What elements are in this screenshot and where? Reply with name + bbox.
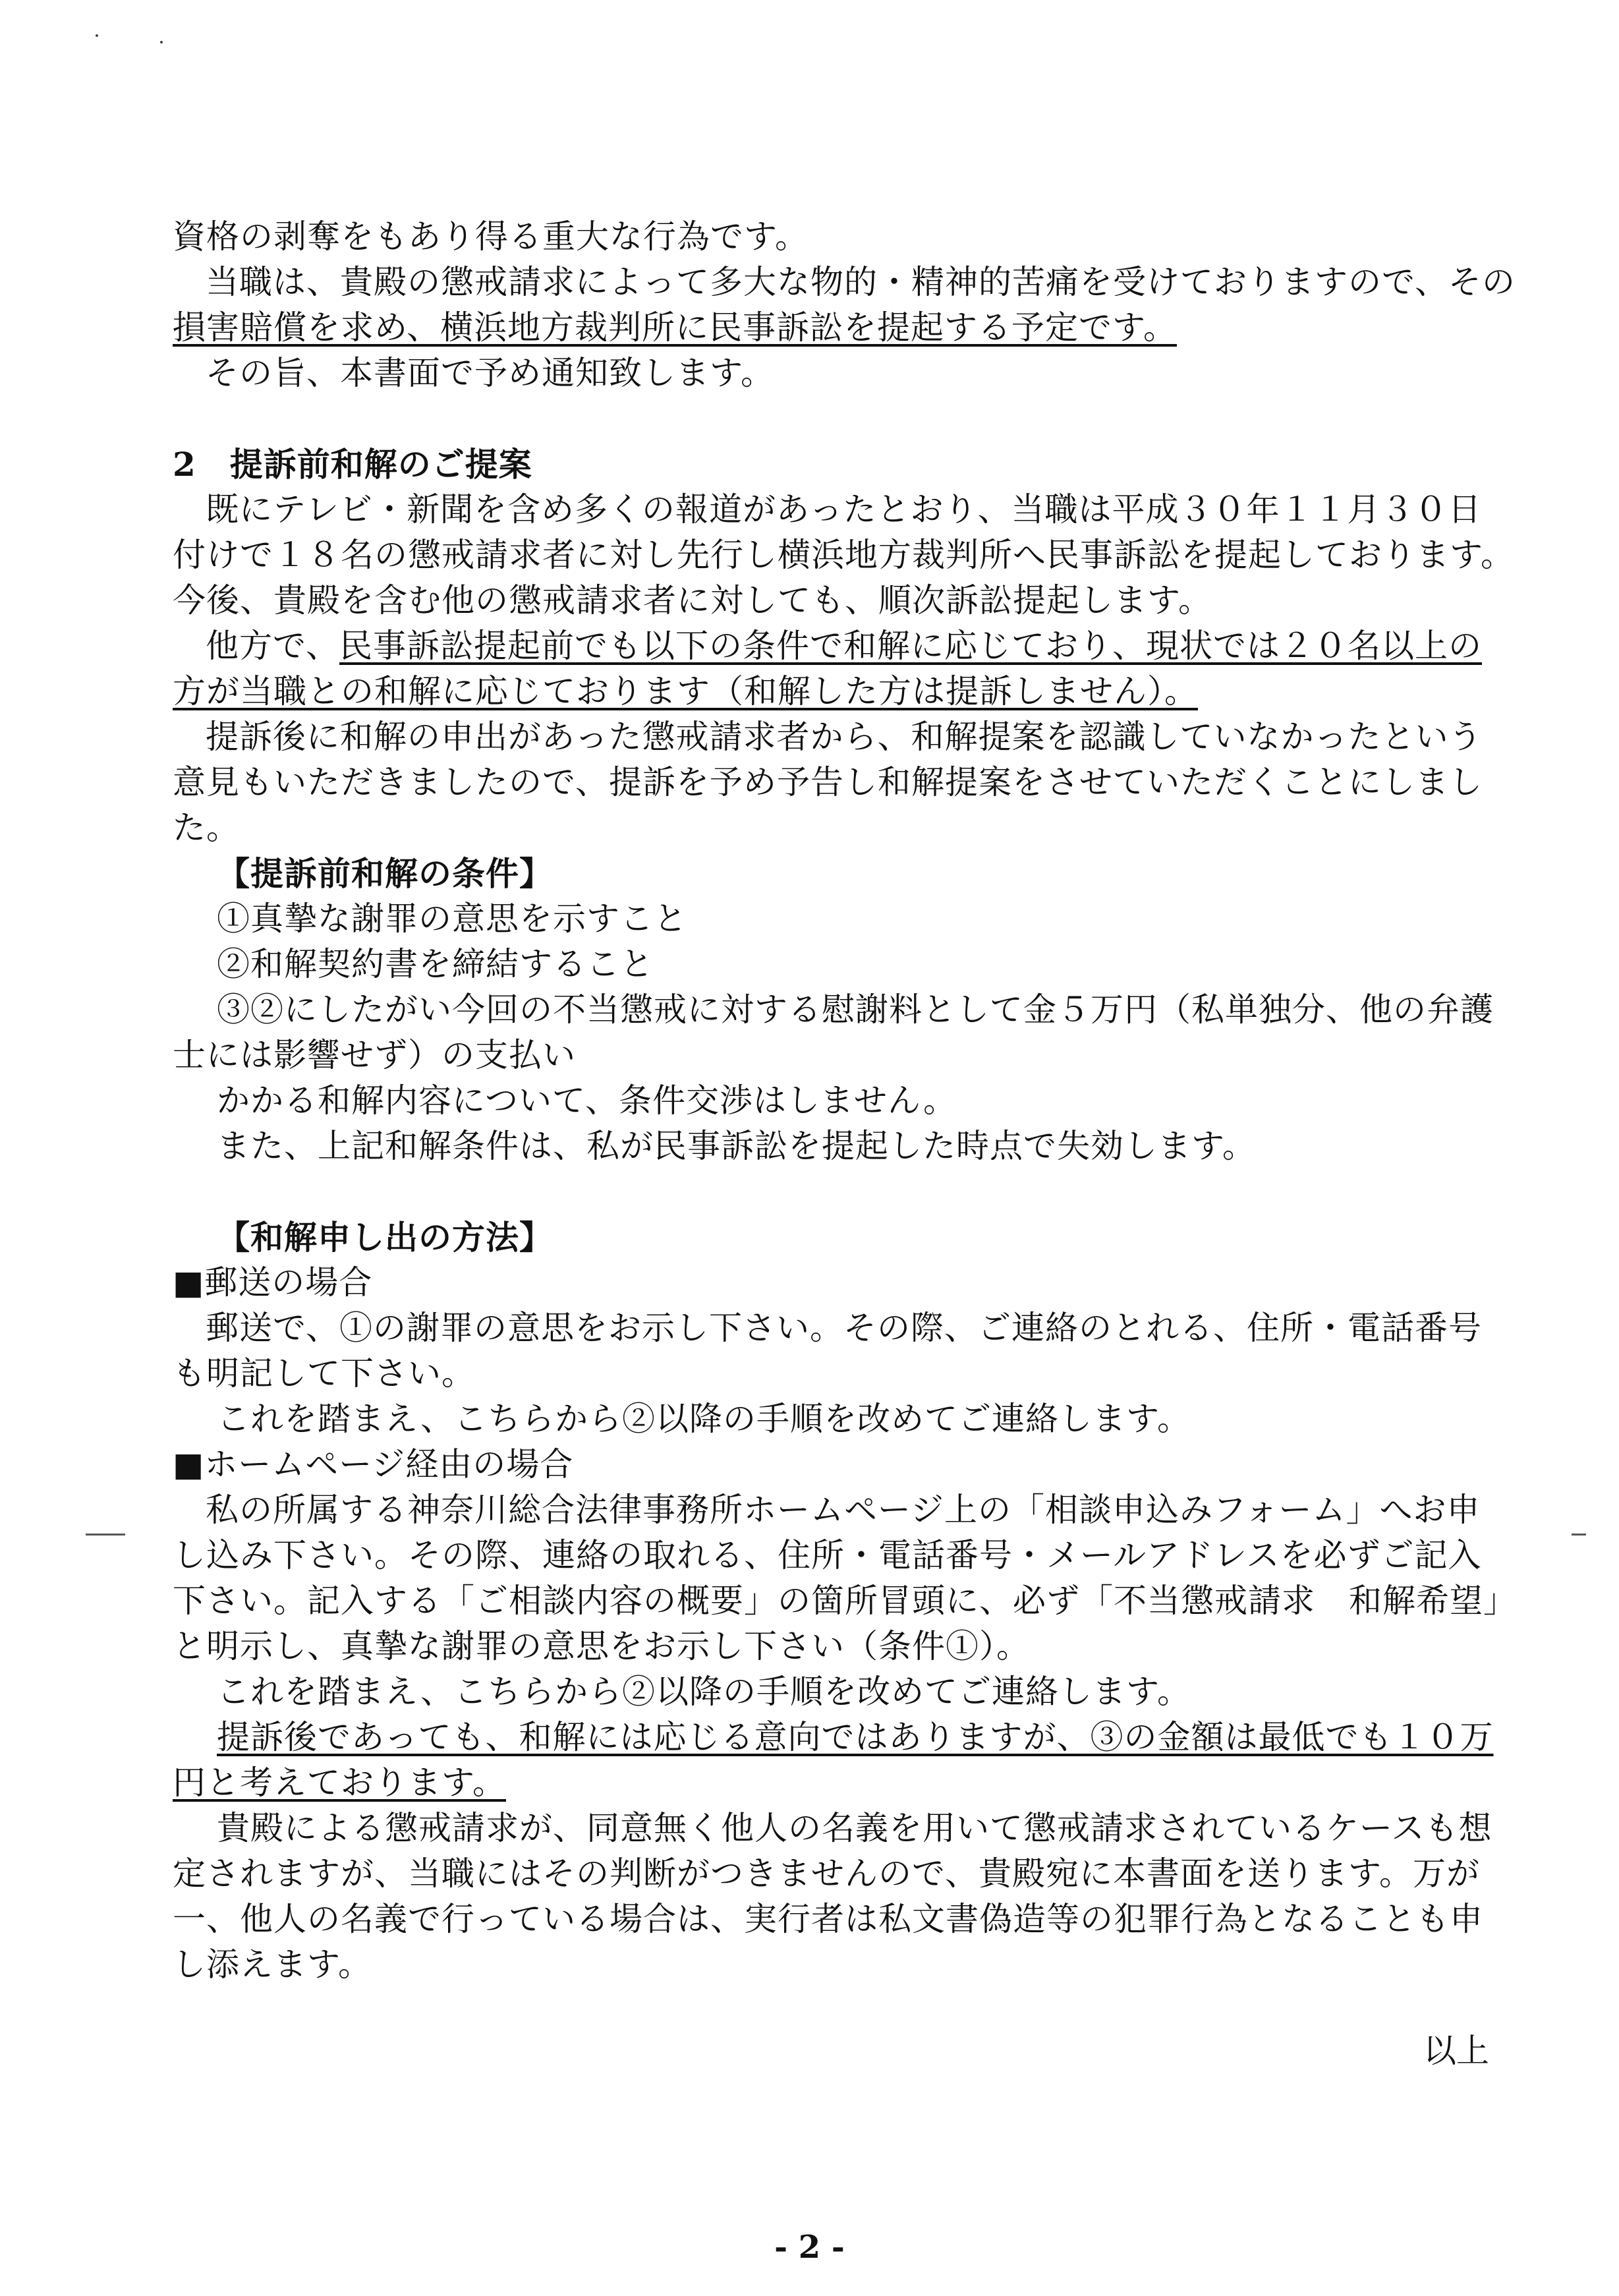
body-line: 当職は、貴殿の懲戒請求によって多大な物的・精神的苦痛を受けておりますので、その	[206, 263, 1516, 301]
body-line: 既にテレビ・新聞を含め多くの報道があったとおり、当職は平成３０年１１月３０日	[206, 490, 1482, 529]
body-line: 意見もいただきましたので、提訴を予め予告し和解提案をさせていただくことにしまし	[173, 763, 1483, 801]
body-line: 一、他人の名義で行っている場合は、実行者は私文書偽造等の犯罪行為となることも申	[173, 1900, 1483, 1938]
page-number: - 2 -	[774, 2229, 845, 2266]
blank-line	[173, 1169, 1497, 1215]
body-line: も明記して下さい。	[173, 1354, 475, 1392]
underlined-text: 提訴後であっても、和解には応じる意向ではありますが、③の金額は最低でも１０万	[217, 1718, 1494, 1756]
blank-line	[173, 396, 1497, 442]
underlined-text: 損害賠償を求め、横浜地方裁判所に民事訴訟を提起する予定です。	[173, 308, 1177, 347]
body-line: し込み下さい。その際、連絡の取れる、住所・電話番号・メールアドレスを必ずご記入	[173, 1536, 1482, 1574]
scan-mark-right	[1572, 1534, 1586, 1535]
body-line: その旨、本書面で予め通知致します。	[206, 354, 774, 392]
conditions-heading: 【提訴前和解の条件】	[217, 854, 553, 893]
body-line	[173, 1760, 1497, 1806]
condition-item: ③②にしたがい今回の不当懲戒に対する慰謝料として金５万円（私単独分、他の弁護	[217, 990, 1494, 1029]
scan-mark-left	[86, 1534, 125, 1535]
body-line: 郵送で、①の謝罪の意思をお示し下さい。その際、ご連絡のとれる、住所・電話番号	[206, 1309, 1482, 1347]
body-line	[173, 305, 1497, 351]
body-line: これを踏まえ、こちらから②以降の手順を改めてご連絡します。	[217, 1400, 1191, 1438]
underlined-text: 円と考えております。	[173, 1764, 506, 1802]
scan-speck	[160, 41, 163, 43]
body-line: 定されますが、当職にはその判断がつきませんので、貴殿宛に本書面を送ります。万が	[173, 1854, 1480, 1893]
underlined-text: 民事訴訟提起前でも以下の条件で和解に応じており、現状では２０名以上の	[339, 627, 1482, 665]
body-line: と明示し、真摯な謝罪の意思をお示し下さい（条件①）。	[173, 1627, 1030, 1665]
body-line: 貴殿による懲戒請求が、同意無く他人の名義を用いて懲戒請求されているケースも想	[217, 1809, 1492, 1847]
body-line: また、上記和解条件は、私が民事訴訟を提起した時点で失効します。	[217, 1127, 1256, 1165]
method-heading: 【和解申し出の方法】	[217, 1218, 553, 1257]
subheading-mail: ■郵送の場合	[173, 1263, 373, 1302]
body-line: 今後、貴殿を含む他の懲戒請求者に対しても、順次訴訟提起します。	[173, 581, 1212, 619]
subheading-homepage: ■ホームページ経由の場合	[173, 1445, 574, 1483]
body-line: し添えます。	[173, 1945, 372, 1984]
body-line: 資格の剥奪をもあり得る重大な行為です。	[173, 217, 809, 256]
condition-item: ②和解契約書を締結すること	[217, 945, 654, 983]
document-body	[173, 214, 1517, 1988]
body-line: 付けで１８名の懲戒請求者に対し先行し横浜地方裁判所へ民事訴訟を提起しております。	[173, 536, 1514, 574]
body-line: これを踏まえ、こちらから②以降の手順を改めてご連絡します。	[217, 1673, 1191, 1711]
body-line: 提訴後に和解の申出があった懲戒請求者から、和解提案を認識していなかったという	[206, 718, 1483, 756]
section-heading: 2 提訴前和解のご提案	[173, 445, 532, 484]
closing-text: 以上	[1423, 2032, 1489, 2070]
body-line	[173, 623, 1497, 669]
body-line: 下さい。記入する「ご相談内容の概要」の箇所冒頭に、必ず「不当懲戒請求 和解希望」	[173, 1582, 1517, 1620]
condition-item: ①真摯な謝罪の意思を示すこと	[217, 900, 687, 938]
body-line: かかる和解内容について、条件交渉はしません。	[217, 1081, 957, 1120]
body-text: 他方で、	[206, 627, 339, 665]
body-line	[173, 669, 1497, 714]
body-line	[173, 1715, 1497, 1760]
underlined-text: 方が当職との和解に応じております（和解した方は提訴しません）。	[173, 672, 1198, 710]
body-line: 私の所属する神奈川総合法律事務所ホームページ上の「相談申込みフォーム」へお申	[206, 1491, 1481, 1529]
scan-speck	[96, 34, 98, 37]
body-line: 士には影響せず）の支払い	[173, 1036, 576, 1074]
body-line: た。	[173, 809, 240, 847]
